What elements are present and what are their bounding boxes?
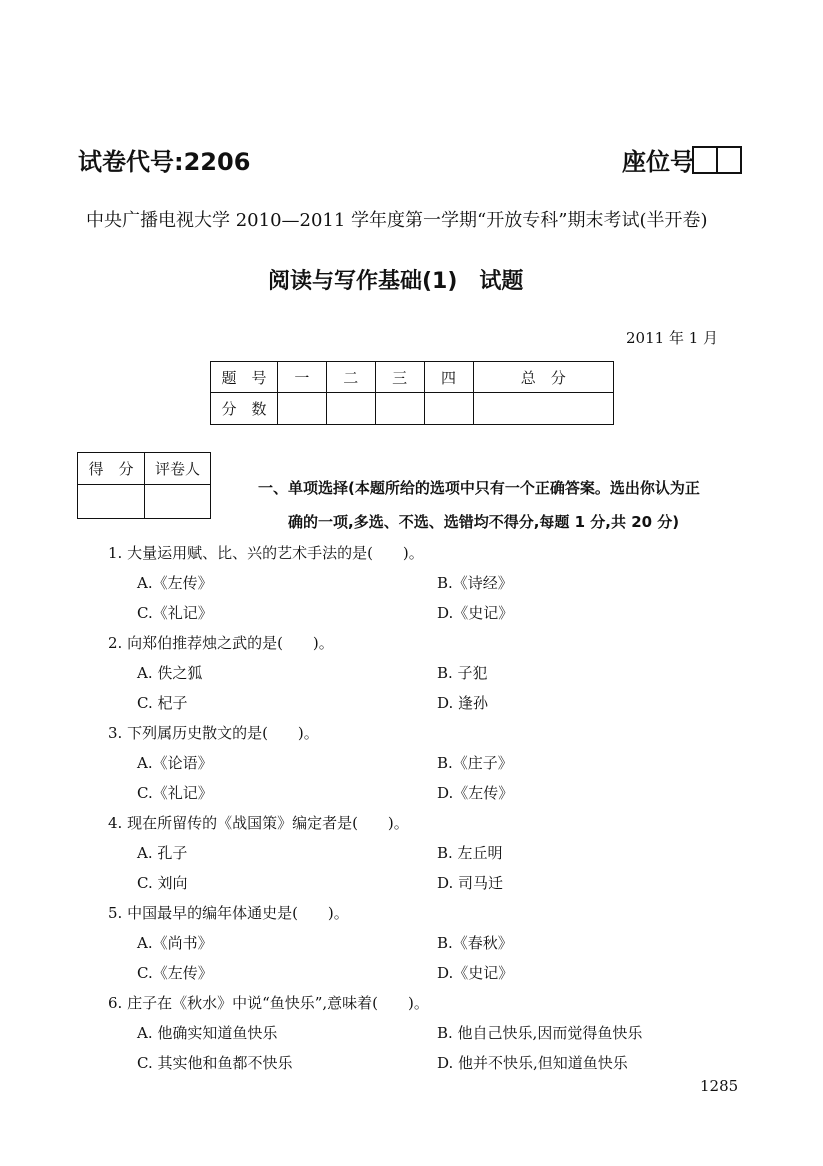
score-header: 四 [424, 362, 473, 393]
score-cell [375, 393, 424, 425]
question-stem: 2. 向郑伯推荐烛之武的是( )。 [108, 634, 334, 652]
score-table [210, 361, 614, 425]
exam-title: 阅读与写作基础(1) 试题 [268, 269, 524, 294]
question-option: C.《礼记》 [137, 784, 213, 802]
grader-name-header: 评卷人 [145, 453, 211, 485]
grader-score-header: 得 分 [78, 453, 145, 485]
exam-date: 2011 年 1 月 [626, 329, 719, 347]
question-stem: 6. 庄子在《秋水》中说“鱼快乐”,意味着( )。 [108, 994, 429, 1012]
question-stem: 4. 现在所留传的《战国策》编定者是( )。 [108, 814, 409, 832]
score-header: 二 [326, 362, 375, 393]
question-option: C. 其实他和鱼都不快乐 [137, 1054, 293, 1072]
question-option: B.《春秋》 [437, 934, 513, 952]
score-header: 总 分 [473, 362, 614, 393]
question-stem: 3. 下列属历史散文的是( )。 [108, 724, 319, 742]
seat-number [622, 142, 742, 177]
question-option: B.《庄子》 [437, 754, 513, 772]
question-option: A. 佚之狐 [137, 664, 203, 682]
question-option: B. 他自己快乐,因而觉得鱼快乐 [437, 1024, 643, 1042]
question-option: C.《礼记》 [137, 604, 213, 622]
grader-name-cell [145, 485, 211, 519]
grader-score-cell [78, 485, 145, 519]
question-stem: 5. 中国最早的编年体通史是( )。 [108, 904, 349, 922]
question-option: A. 孔子 [137, 844, 188, 862]
question-option: D.《史记》 [437, 964, 514, 982]
question-option: D. 他并不快乐,但知道鱼快乐 [437, 1054, 628, 1072]
question-option: A.《尚书》 [137, 934, 213, 952]
question-option: A. 他确实知道鱼快乐 [137, 1024, 278, 1042]
score-cell [326, 393, 375, 425]
score-header: 三 [375, 362, 424, 393]
section1-heading-line1: 一、单项选择(本题所给的选项中只有一个正确答案。选出你认为正 [258, 479, 700, 497]
score-row-label: 分 数 [211, 393, 278, 425]
section1-heading-line2: 确的一项,多选、不选、选错均不得分,每题 1 分,共 20 分) [288, 513, 680, 531]
question-option: D. 司马迁 [437, 874, 504, 892]
question-option: C. 刘向 [137, 874, 188, 892]
seat-box-1 [692, 146, 718, 174]
score-cell [473, 393, 614, 425]
score-header: 一 [278, 362, 327, 393]
paper-code: 试卷代号:2206 [78, 148, 251, 176]
question-option: D. 逢孙 [437, 694, 489, 712]
seat-box-2 [716, 146, 742, 174]
question-option: D.《左传》 [437, 784, 514, 802]
university-line: 中央广播电视大学 2010—2011 学年度第一学期“开放专科”期末考试(半开卷) [86, 210, 708, 231]
question-option: D.《史记》 [437, 604, 514, 622]
page-number: 1285 [700, 1077, 739, 1095]
question-option: B.《诗经》 [437, 574, 513, 592]
question-option: C.《左传》 [137, 964, 213, 982]
score-cell [424, 393, 473, 425]
score-header: 题 号 [211, 362, 278, 393]
seat-label: 座位号 [622, 148, 694, 176]
question-option: C. 杞子 [137, 694, 188, 712]
score-cell [278, 393, 327, 425]
question-option: B. 左丘明 [437, 844, 503, 862]
question-option: A.《论语》 [137, 754, 213, 772]
question-option: A.《左传》 [137, 574, 213, 592]
grader-table [77, 452, 211, 519]
question-stem: 1. 大量运用赋、比、兴的艺术手法的是( )。 [108, 544, 424, 562]
question-option: B. 子犯 [437, 664, 488, 682]
